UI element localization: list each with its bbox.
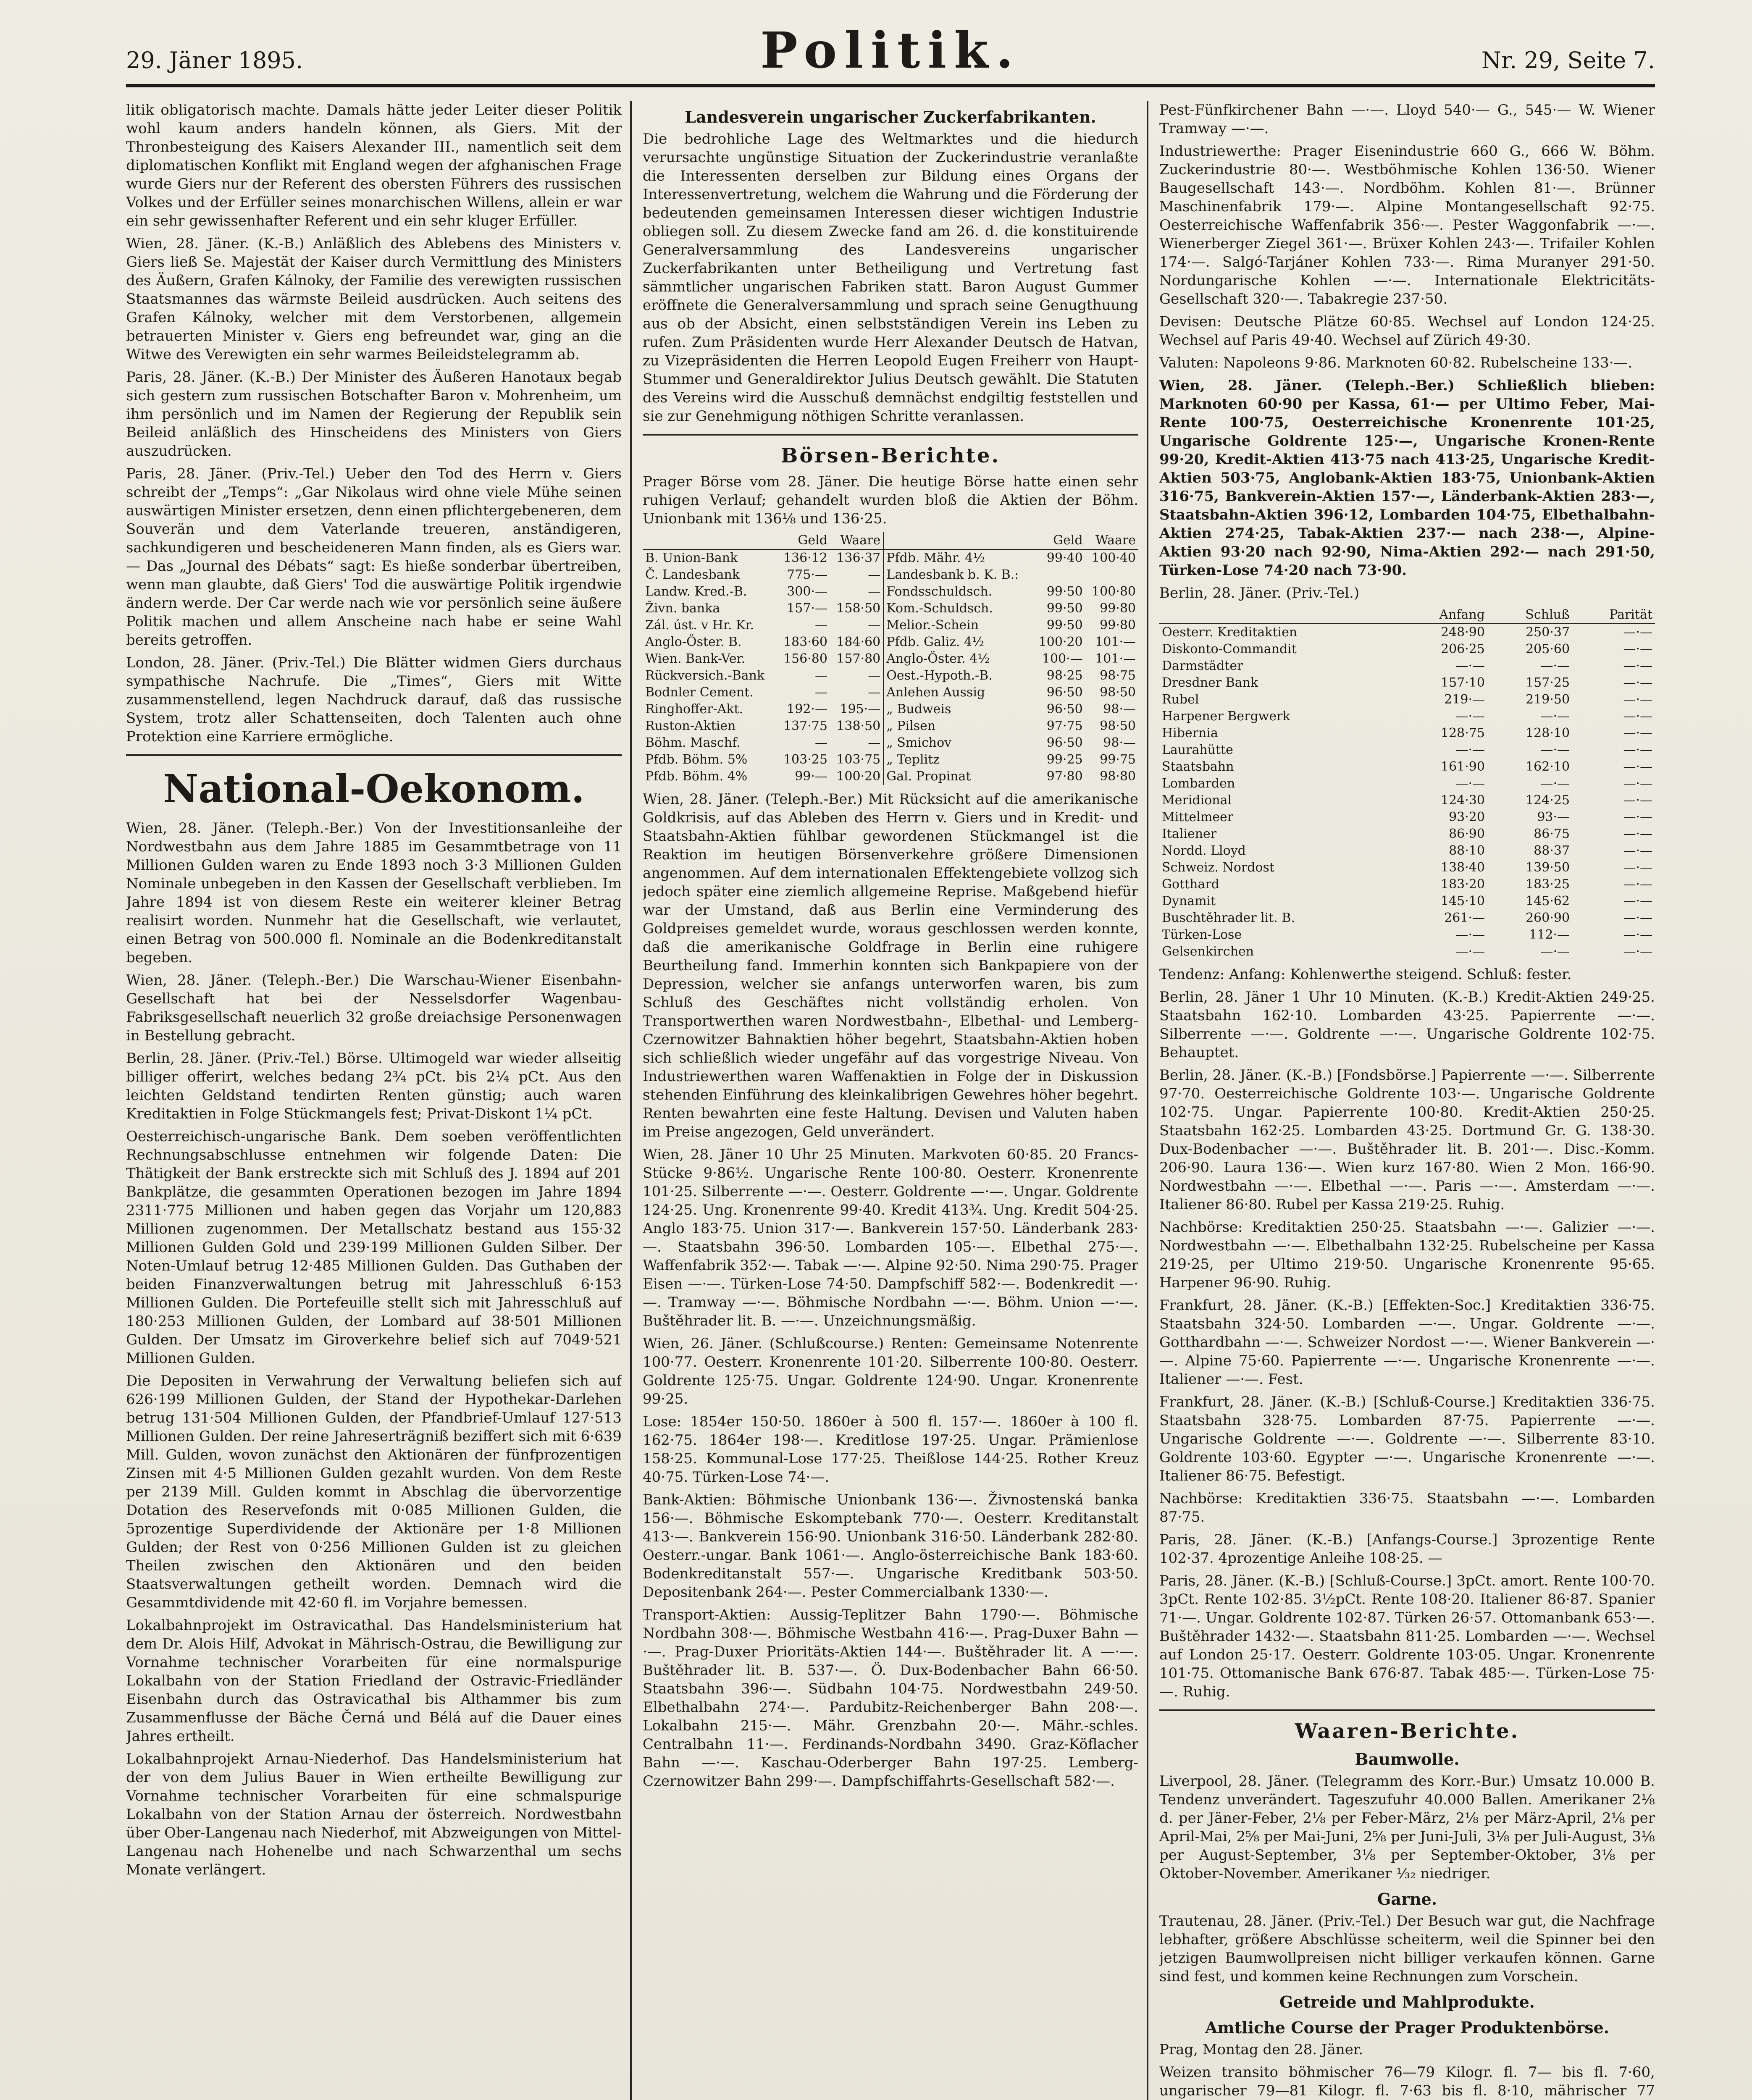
table-cell: Pfdb. Böhm. 4% — [645, 769, 748, 784]
table-row — [1159, 641, 1655, 658]
table-cell: 99·50 — [1046, 601, 1083, 616]
section-title-boersen-berichte: Börsen-Berichte. — [780, 444, 1001, 467]
article-paragraph: Wien, 28. Jäner. (Teleph.-Ber.) Von der Investitionsanleihe der Nordwestbahn aus dem Jahre 1885 im Gesammtbetrage von 11 Millionen Gulden waren zu Ende 1893 noch 3·3 Millionen Gulden Nominale unbegeben in den Kassen der Gesellschaft verblieben. Im Jahre 1894 ist von diesem Reste ein weiterer kleiner Betrag realisirt worden. Nunmehr hat die Gesellschaft, wie verlautet, einen Betrag von 500.000 fl. Nominale an die Bodenkreditanstalt begeben. — [126, 820, 622, 966]
table-cell: Laurahütte — [1162, 743, 1233, 757]
table-cell: 183·20 — [1441, 877, 1485, 892]
section-title-waaren-berichte: Waaren-Berichte. — [1295, 1719, 1520, 1743]
table-cell: —·— — [1623, 810, 1652, 824]
table-cell: —·— — [1623, 843, 1652, 858]
table-cell: 248·90 — [1441, 625, 1485, 640]
table-cell: 98·25 — [1046, 668, 1083, 683]
page-header — [126, 21, 1655, 87]
table-row — [1159, 927, 1655, 943]
table-cell: Pfdb. Böhm. 5% — [645, 752, 748, 767]
table-cell: 157·10 — [1441, 675, 1485, 690]
table-cell: 145·62 — [1526, 894, 1570, 908]
table-row — [1159, 910, 1655, 927]
column-right — [1159, 101, 1655, 2100]
column-divider — [1147, 101, 1148, 2100]
table-row — [643, 735, 1138, 751]
table-cell: 99·75 — [1100, 752, 1136, 767]
table-cell: 261·— — [1444, 911, 1485, 925]
table-cell: — — [814, 618, 827, 633]
table-cell: 100·80 — [1092, 584, 1136, 599]
table-cell: Ringhoffer-Akt. — [645, 702, 743, 717]
table-cell: —·— — [1455, 659, 1485, 673]
table-cell: — — [868, 567, 881, 582]
table-cell: 98·50 — [1100, 719, 1136, 733]
article-paragraph: Wien, 28. Jäner 10 Uhr 25 Minuten. Markvoten 60·85. 20 Francs-Stücke 9·86½. Ungarische Rente 100·80. Oesterr. Kronenrente 101·25. Silberrente —·—. Oesterr. Goldrente —·—. Ungar. Goldrente 124·25. Ung. Kronenrente 99·40. Kredit 413¾. Ung. Kredit 504·25. Anglo 183·75. Union 317·—. Bankverein 157·50. Länderbank 283·—. Staatsbahn 396·50. Lombarden 105·—. Elbethal 275·—. Waffenfabrik 352·—. Tabak —·—. Alpine 92·50. Nima 290·75. Prager Eisen —·—. Türken-Lose 74·50. Dampfschiff 582·—. Bodenkredit —·—. Tramway —·—. Böhmische Nordbahn —·—. Böhm. Union —·—. Buštěhrader lit. B. —·—. Unzeichnungsmäßig. — [643, 1146, 1138, 1329]
column-header — [643, 532, 777, 549]
article-paragraph: Berlin, 28. Jäner 1 Uhr 10 Minuten. (K.-B.) Kredit-Aktien 249·25. Staatsbahn 162·10. Lombarden 43·25. Papierrente —·—. Silberrente —·—. Goldrente —·—. Ungarische Goldrente 102·75. Behauptet. — [1159, 989, 1655, 1061]
table-cell: —·— — [1623, 692, 1652, 707]
table-cell: Böhm. Maschf. — [645, 735, 741, 750]
table-row — [1159, 708, 1655, 725]
table-cell: Italiener — [1162, 827, 1217, 841]
table-cell: —·— — [1455, 927, 1485, 942]
table-row — [643, 718, 1138, 735]
article-paragraph: Paris, 28. Jäner. (K.-B.) Der Minister des Äußeren Hanotaux begab sich gestern zum russischen Botschafter Baron v. Mohrenheim, um ihm persönlich und im Namen der Regierung der Republik sein Beileid anläßlich des Hinscheidens des Ministers von Giers auszudrücken. — [126, 369, 622, 459]
article-paragraph: Devisen: Deutsche Plätze 60·85. Wechsel auf London 124·25. Wechsel auf Paris 49·40. Wechsel auf Zürich 49·30. — [1159, 313, 1655, 349]
table-cell: Schweiz. Nordost — [1162, 860, 1274, 875]
table-cell: Mittelmeer — [1162, 810, 1234, 824]
article-paragraph: Die bedrohliche Lage des Weltmarktes und die hiedurch verursachte ungünstige Situation der Zuckerindustrie veranlaßte die Interessenten derselben zur Bildung eines Organs der Interessenvertretung, welchem die Wahrung und die Förderung der bedeutenden gemeinsamen Interessen dieser wichtigen Industrie obliegen soll. Zu diesem Zwecke fand am 26. d. die konstituirende Generalversammlung des Landesvereins ungarischer Zuckerfabrikanten unter Betheiligung und Vertretung fast sämmtlicher ungarischen Fabriken statt. Baron August Gummer eröffnete die Generalversammlung und sprach seine Genugthuung aus ob der Absicht, einen selbstständigen Verein ins Leben zu rufen. Zum Präsidenten wurde Herr Alexander Deutsch de Hatvan, zu Vizepräsidenten die Herren Leopold Eugen Freiherr von Haupt-Stummer und Generaldirektor Julius Deutsch gewählt. Die Statuten des Vereins wird die Ausschuß demnächst endgiltig feststellen und sie zur Genehmigung nöthigen Schritte veranlassen. — [643, 131, 1138, 425]
table-cell: —·— — [1623, 827, 1652, 841]
table-cell: 99·— — [795, 769, 827, 784]
table-cell: 112·— — [1529, 927, 1570, 942]
table-cell: —·— — [1623, 659, 1652, 673]
table-cell: 205·60 — [1526, 642, 1570, 656]
table-cell: 96·50 — [1046, 735, 1083, 750]
table-cell: Diskonto-Commandit — [1162, 642, 1297, 656]
article-heading: Landesverein ungarischer Zuckerfabrikanten. — [685, 108, 1096, 126]
table-cell: 219·50 — [1526, 692, 1570, 707]
table-cell: 98·— — [1103, 702, 1136, 717]
table-cell: 97·75 — [1046, 719, 1083, 733]
table-cell: — — [868, 584, 881, 599]
article-paragraph: Paris, 28. Jäner. (K.-B.) [Anfangs-Course.] 3prozentige Rente 102·37. 4prozentige Anleihe 108·25. — — [1159, 1531, 1655, 1567]
table-cell: Lombarden — [1162, 776, 1235, 791]
table-cell: 184·60 — [836, 635, 881, 649]
table-row — [643, 751, 1138, 768]
subsection-title-garne: Garne. — [1377, 1890, 1437, 1908]
table-cell: 99·80 — [1100, 618, 1136, 633]
table-cell: Anglo-Öster. B. — [645, 635, 742, 649]
table-cell: 137·75 — [783, 719, 827, 733]
column-middle — [643, 101, 1138, 2100]
table-row — [643, 651, 1138, 667]
table-row — [1159, 759, 1655, 775]
article-paragraph: Industriewerthe: Prager Eisenindustrie 660 G., 666 W. Böhm. Zuckerindustrie 80·—. Westböhmische Kohlen 136·50. Wiener Baugesellschaft 143·—. Nordböhm. Kohlen 81·—. Brünner Maschinenfabrik 179·—. Alpine Montangesellschaft 92·75. Oesterreichische Waffenfabrik 356·—. Pester Waggonfabrik —·—. Wienerberger Ziegel 361·—. Brüxer Kohlen 243·—. Trifailer Kohlen 174·—. Salgó-Tarjáner Kohlen 733·—. Rima Muranyer 291·50. Nordungarische Kohlen —·—. Internationale Elektricitäts-Gesellschaft 320·—. Tabakregie 237·50. — [1159, 143, 1655, 307]
table-cell: Dresdner Bank — [1162, 675, 1258, 690]
table-cell: 98·80 — [1100, 769, 1136, 784]
table-cell: — — [814, 668, 827, 683]
table-row — [1159, 775, 1655, 792]
table-cell: —·— — [1540, 709, 1570, 724]
table-cell: Anglo-Öster. 4½ — [883, 651, 1032, 667]
table-cell: 101·— — [1095, 635, 1136, 649]
table-cell: 157·25 — [1526, 675, 1570, 690]
article-paragraph: Prager Börse vom 28. Jäner. Die heutige Börse hatte einen sehr ruhigen Verlauf; gehandelt wurden bloß die Aktien der Böhm. Unionbank mit 136⅛ und 136·25. — [643, 473, 1138, 527]
table-cell: —·— — [1540, 743, 1570, 757]
table-cell: Darmstädter — [1162, 659, 1243, 673]
table-cell: —·— — [1623, 911, 1652, 925]
table-cell: —·— — [1540, 944, 1570, 959]
table-row — [1159, 859, 1655, 876]
table-cell: 100·20 — [836, 769, 881, 784]
table-cell: Č. Landesbank — [645, 567, 740, 582]
table-cell: 300·— — [787, 584, 827, 599]
article-paragraph: Wien, 28. Jäner. (Teleph.-Ber.) Mit Rücksicht auf die amerikanische Goldkrisis, auf das Ableben des Herrn v. Giers und in Kredit- und Staatsbahn-Aktien fühlbar gewordenen Stückmangel ist die Reaktion im heutigen Börsenverkehre größere Dimensionen angenommen. Auf dem internationalen Effektengebiete vollzog sich jedoch später eine ziemlich allgemeine Reprise. Maßgebend hiefür war der Umstand, daß aus Berlin eine Verminderung des Goldpreises gemeldet wurde, woraus geschlossen werden konnte, daß die amerikanische Goldfrage in Berlin eine ruhigere Beurtheilung fand. Immerhin konnten sich Bankpapiere von der Depression, welcher sie anfangs unterworfen waren, bis zum Schluß des Geschäftes nicht vollständig erholen. Von Transportwerthen waren Nordwestbahn-, Elbethal- und Lemberg-Czernowitzer Bahnaktien höher begehrt, Staatsbahn-Aktien hoben sich schließlich wieder ungefähr auf das vorgestrige Niveau. Von Industriewerthen waren Waffenaktien in Folge der in Diskussion stehenden Einführung des kleinkalibrigen Gewehres höher begehrt. Renten bewahrten eine feste Haltung. Devisen und Valuten haben im Preise angezogen, Geld unverändert. — [643, 791, 1138, 1140]
table-cell: Wien. Bank-Ver. — [645, 651, 746, 666]
table-cell: 99·80 — [1100, 601, 1136, 616]
table-row — [643, 701, 1138, 718]
article-paragraph: Wien, 26. Jäner. (Schlußcourse.) Renten: Gemeinsame Notenrente 100·77. Oesterr. Kronenrente 101·20. Silberrente 100·80. Oesterr. Goldrente 125·75. Ungar. Goldrente 124·90. Ungar. Kronenrente 99·25. — [643, 1335, 1138, 1407]
column-header: Schluß — [1487, 606, 1572, 624]
table-row — [1159, 675, 1655, 691]
table-cell: 128·10 — [1526, 726, 1570, 740]
table-cell: Gotthard — [1162, 877, 1219, 892]
table-row — [643, 600, 1138, 617]
article-paragraph: Lokalbahnprojekt im Ostravicathal. Das Handelsministerium hat dem Dr. Alois Hilf, Advokat in Mährisch-Ostrau, die Bewilligung zur Vornahme technischer Vorarbeiten für eine normalspurige Lokalbahn von der Station Friedland der Ostravic-Friedländer Eisenbahn durch das Ostravicathal bis Althammer bis zum Zusammenflusse der Bäche Černá und Bélá auf die Dauer eines Jahres ertheilt. — [126, 1617, 622, 1745]
table-cell: 124·30 — [1441, 793, 1485, 808]
table-cell: 183·25 — [1526, 877, 1570, 892]
table-row — [1159, 624, 1655, 641]
article-paragraph: Frankfurt, 28. Jäner. (K.-B.) [Effekten-Soc.] Kreditaktien 336·75. Staatsbahn 324·50. Lombarden —·—. Ungar. Goldrente —·—. Gotthardbahn —·—. Schweizer Nordost —·—. Wiener Bankverein —·—. Alpine 75·60. Papierrente —·—. Ungarische Kronenrente —·—. Italiener —·—. Fest. — [1159, 1297, 1655, 1388]
table-cell: Staatsbahn — [1162, 759, 1234, 774]
table-cell: —·— — [1623, 776, 1652, 791]
table-cell: „ Budweis — [883, 701, 1032, 718]
article-paragraph: Tendenz: Anfang: Kohlenwerthe steigend. Schluß: fester. — [1159, 966, 1572, 983]
table-cell: Bodnler Cement. — [645, 685, 754, 700]
article-paragraph: Valuten: Napoleons 9·86. Marknoten 60·82. Rubelscheine 133·—. — [1159, 354, 1633, 371]
table-row — [643, 567, 1138, 583]
article-paragraph: Bank-Aktien: Böhmische Unionbank 136·—. Živnostenská banka 156·—. Böhmische Eskomptebank 770·—. Oesterr. Kreditanstalt 413·—. Bankverein 156·90. Unionbank 316·50. Länderbank 282·80. Oesterr.-ungar. Bank 1061·—. Anglo-österreichische Bank 183·60. Bodenkreditanstalt 557·—. Ungarische Kreditbank 503·50. Depositenbank 264·—. Pester Commercialbank 1330·—. — [643, 1491, 1138, 1601]
table-cell — [1032, 567, 1085, 583]
table-cell: 96·50 — [1046, 702, 1083, 717]
table-cell: Živn. banka — [645, 601, 720, 616]
section-title-national-oekonom: National-Oekonom. — [163, 766, 585, 811]
table-row — [1159, 843, 1655, 859]
table-header-row — [1159, 606, 1655, 624]
table-cell: Buschtěhrader lit. B. — [1162, 911, 1295, 925]
table-cell: B. Union-Bank — [645, 551, 738, 565]
table-cell: Anlehen Aussig — [883, 684, 1032, 701]
table-cell: — — [814, 735, 827, 750]
table-cell: —·— — [1623, 894, 1652, 908]
table-cell: Landesbank b. K. B.: — [883, 567, 1032, 583]
table-cell: Harpener Bergwerk — [1162, 709, 1290, 724]
column-header: Parität — [1572, 606, 1655, 624]
table-cell: 138·50 — [836, 719, 881, 733]
table-row — [643, 549, 1138, 567]
section-divider — [126, 754, 622, 756]
article-paragraph: Oesterreichisch-ungarische Bank. Dem soeben veröffentlichten Rechnungsabschlusse entnehmen wir folgende Daten: Die Thätigkeit der Bank erstreckte sich mit Schluß des J. 1894 auf 201 Bankplätze, die gesammten Operationen bezogen im Jahre 1894 2311·775 Millionen und haben gegen das Vorjahr um 120,883 Millionen zugenommen. Der Metallschatz bestand aus 155·32 Millionen Gulden Gold und 239·199 Millionen Gulden Silber. Der Noten-Umlauf betrug 12·485 Millionen Gulden. Das Guthaben der beiden Finanzverwaltungen betrug mit Jahresschluß 6·153 Millionen Gulden. Die Portefeuille stellt sich mit Jahresschluß auf 180·253 Millionen Gulden, der Lombard auf 38·501 Millionen Gulden. Der Umsatz im Giroverkehre belief sich auf 7049·521 Millionen Gulden. — [126, 1128, 622, 1367]
table-row — [643, 583, 1138, 600]
subsection-subtitle: Amtliche Course der Prager Produktenbörse. — [1205, 2018, 1610, 2037]
table-cell: —·— — [1623, 625, 1652, 640]
table-cell: —·— — [1455, 944, 1485, 959]
table-cell: Dynamit — [1162, 894, 1216, 908]
section-divider — [643, 434, 1138, 436]
table-cell: 101·— — [1095, 651, 1136, 666]
table-cell: Melior.-Schein — [883, 617, 1032, 634]
table-row — [1159, 893, 1655, 910]
table-cell: „ Teplitz — [883, 751, 1032, 768]
prager-boerse-table — [643, 532, 1138, 785]
table-cell: 192·— — [787, 702, 827, 717]
issue-date: 29. Jäner 1895. — [126, 47, 303, 74]
table-row — [1159, 809, 1655, 826]
table-cell: — — [868, 618, 881, 633]
table-cell: 775·— — [787, 567, 827, 582]
table-cell: 124·25 — [1526, 793, 1570, 808]
table-cell: 136·37 — [836, 551, 881, 565]
table-cell: Gal. Propinat — [883, 768, 1032, 785]
table-cell: 195·— — [840, 702, 881, 717]
table-cell: 100·40 — [1092, 551, 1136, 565]
article-paragraph: Berlin, 28. Jäner. (Priv.-Tel.) Börse. Ultimogeld war wieder allseitig billiger offerirt, welches bedang 2¾ pCt. bis 2¼ pCt. Aus den leichten Geldstand tendirten Renten günstig; auch waren Kreditaktien in Folge Stückmangels fest; Privat-Diskont 1¼ pCt. — [126, 1050, 622, 1122]
article-paragraph: Nachbörse: Kreditaktien 336·75. Staatsbahn —·—. Lombarden 87·75. — [1159, 1490, 1655, 1525]
table-cell: 99·50 — [1046, 584, 1083, 599]
table-row — [1159, 943, 1655, 960]
table-cell: —·— — [1540, 776, 1570, 791]
table-cell: 156·80 — [783, 651, 827, 666]
table-cell: —·— — [1455, 743, 1485, 757]
table-cell: 157·80 — [836, 651, 881, 666]
column-header: Geld — [777, 532, 830, 549]
table-cell: — — [868, 685, 881, 700]
table-cell: 88·10 — [1449, 843, 1485, 858]
table-cell: —·— — [1623, 743, 1652, 757]
column-header — [1159, 606, 1400, 624]
article-paragraph: Liverpool, 28. Jäner. (Telegramm des Korr.-Bur.) Umsatz 10.000 B. Tendenz unverändert. Tageszufuhr 40.000 Ballen. Amerikaner 2⅛ d. per Jäner-Feber, 2⅛ per Feber-März, 2⅛ per März-April, 2⅛ per April-Mai, 2⅝ per Mai-Juni, 2⅝ per Juni-Juli, 3⅛ per Juli-August, 3⅛ per August-September, 3⅛ per September-Oktober, 3⅛ per Oktober-November. Amerikaner ⅟₃₂ niedriger. — [1159, 1773, 1655, 1882]
table-cell: 86·75 — [1534, 827, 1570, 841]
table-row — [1159, 792, 1655, 809]
article-paragraph: Die Depositen in Verwahrung der Verwaltung beliefen sich auf 626·199 Millionen Gulden, der Stand der Hypothekar-Darlehen betrug 131·504 Millionen Gulden, der Pfandbrief-Umlauf 127·513 Millionen Gulden. Der reine Jahreserträgniß beziffert sich mit 6·639 Mill. Gulden, wovon zunächst den Aktionären der fünfprozentigen Zinsen mit 4·5 Millionen Gulden gezahlt wurden. Von dem Reste per 2139 Mill. Gulden kommt in Abschlag die übervorzentige Dotation des Reservefonds mit 0·085 Millionen Gulden, die 5prozentige Superdividende der Aktionäre per 1·8 Millionen Gulden; der Rest von 0·256 Millionen Gulden ist zu gleichen Theilen zwischen den Aktionären und den beiden Staatsverwaltungen getheilt worden. Demnach wird die Gesammtdividende mit 42·60 fl. im Vorjahre bemessen. — [126, 1373, 622, 1611]
table-cell: — — [868, 735, 881, 750]
table-cell: „ Smichov — [883, 735, 1032, 751]
article-paragraph: Wien, 28. Jäner. (K.-B.) Anläßlich des Ablebens des Ministers v. Giers ließ Se. Majestät der Kaiser durch Vermittlung des Ministers des Äußern, Grafen Kálnoky, der Familie des verewigten russischen Staatsmannes das wärmste Beileid ausdrücken. Auch seitens des Grafen Kálnoky, welcher mit dem Verstorbenen, allgemein betrauerten Minister v. Giers eng befreundet war, ging an die Witwe des Verewigten ein sehr warmes Beileidstelegramm ab. — [126, 235, 622, 363]
table-cell: Hibernia — [1162, 726, 1218, 740]
table-cell: 103·25 — [783, 752, 827, 767]
article-paragraph: Lokalbahnprojekt Arnau-Niederhof. Das Handelsministerium hat der von dem Julius Bauer in Wien ertheilte Bewilligung zur Vornahme technischer Vorarbeiten für eine schmalspurige Lokalbahn von der Station Arnau der österreich. Nordwestbahn über Ober-Langenau nach Niederhof, mit Abzweigungen von Mittel-Langenau nach Hohenelbe und nach Schwarzenthal um sechs Monate verlängert. — [126, 1751, 622, 1878]
table-cell: 250·37 — [1526, 625, 1570, 640]
table-cell: 97·80 — [1046, 769, 1083, 784]
table-cell: Türken-Lose — [1162, 927, 1242, 942]
article-paragraph: litik obligatorisch machte. Damals hätte jeder Leiter dieser Politik wohl kaum anders handeln können, als Giers. Mit der Thronbesteigung des Kaisers Alexander III., namentlich seit dem diplomatischen Konflikt mit England wegen der afghanischen Frage wurde Giers nur der Referent des obersten Führers des russischen Volkes und der Erfüller seines monarchischen Willens, allein er war ein sehr gewissenhafter Referent und ein sehr kluger Erfüller. — [126, 102, 622, 229]
table-cell: 139·50 — [1526, 860, 1570, 875]
table-cell: 145·10 — [1441, 894, 1485, 908]
article-paragraph: Prag, Montag den 28. Jäner. — [1159, 2041, 1363, 2058]
table-row — [1159, 691, 1655, 708]
table-cell: 157·— — [787, 601, 827, 616]
table-cell: Zál. úst. v Hr. Kr. — [645, 618, 754, 633]
table-cell: Rückversich.-Bank — [645, 668, 765, 683]
article-paragraph: London, 28. Jäner. (Priv.-Tel.) Die Blätter widmen Giers durchaus sympathische Nachrufe. Die „Times“, Giers mit Witte zusammenstellend, legen Nachdruck darauf, daß das russische System, trotz aller Schattenseiten, doch Talenten auch ohne Protektion eine Karriere ermögliche. — [126, 654, 622, 745]
article-paragraph: Wien, 28. Jäner. (Teleph.-Ber.) Schließlich blieben: Marknoten 60·90 per Kassa, 61·— per Ultimo Feber, Mai-Rente 100·75, Oesterreichische Kronenrente 101·25, Ungarische Goldrente 125·—, Ungarische Kronen-Rente 99·20, Kredit-Aktien 413·75 nach 413·25, Ungarische Kredit-Aktien 503·75, Anglobank-Aktien 183·75, Unionbank-Aktien 316·75, Bankverein-Aktien 157·—, Länderbank-Aktien 283·—, Staatsbahn-Aktien 396·12, Lombarden 104·75, Elbethalbahn-Aktien 274·25, Tabak-Aktien 237·— nach 238·—, Alpine-Aktien 93·20 nach 92·90, Nima-Aktien 292·— nach 291·50, Türken-Lose 74·20 nach 73·90. — [1159, 377, 1655, 579]
table-cell: „ Pilsen — [883, 718, 1032, 735]
table-row — [1159, 876, 1655, 893]
column-header — [883, 532, 1032, 549]
table-cell: 93·20 — [1449, 810, 1485, 824]
table-cell: — — [868, 668, 881, 683]
table-cell: 100·20 — [1038, 635, 1083, 649]
table-cell: —·— — [1623, 793, 1652, 808]
table-cell: Meridional — [1162, 793, 1232, 808]
column-header: Geld — [1032, 532, 1085, 549]
section-divider — [1159, 1709, 1655, 1711]
table-cell: 98·75 — [1100, 668, 1136, 683]
article-paragraph: Berlin, 28. Jäner. (Priv.-Tel.) — [1159, 585, 1360, 601]
table-cell: —·— — [1455, 776, 1485, 791]
table-row — [1159, 725, 1655, 742]
table-cell: 260·90 — [1526, 911, 1570, 925]
column-header: Waare — [830, 532, 883, 549]
table-cell: 99·50 — [1046, 618, 1083, 633]
table-row — [1159, 826, 1655, 843]
article-paragraph: Pest-Fünfkirchener Bahn —·—. Lloyd 540·— G., 545·— W. Wiener Tramway —·—. — [1159, 102, 1655, 137]
table-row — [643, 768, 1138, 785]
article-paragraph: Paris, 28. Jäner. (Priv.-Tel.) Ueber den Tod des Herrn v. Giers schreibt der „Temps“: „Gar Nikolaus wird ohne viele Mühe seinen auswärtigen Minister ersetzen, denn einen pflichtergebeneren, dem Souverän und dem Vaterlande treueren, anständigeren, sachkundigeren und bescheideneren Mann finden, als es Giers war. — Das „Journal des Débats“ sagt: Es hieße sonderbar übertreiben, wenn man glaubte, daß Giers' Tod die auswärtige Politik irgendwie ändern werde. Der Car werde nach wie vor persönlich seine äußere Politik machen und allem Anscheine nach habe er seine Wahl bereits getroffen. — [126, 465, 622, 648]
table-cell: 128·75 — [1441, 726, 1485, 740]
article-paragraph: Wien, 28. Jäner. (Teleph.-Ber.) Die Warschau-Wiener Eisenbahn-Gesellschaft hat bei der Nesselsdorfer Wagenbau-Fabriksgesellschaft neuerlich 32 große dreiachsige Personenwagen in Bestellung gebracht. — [126, 972, 622, 1044]
table-cell: 219·— — [1444, 692, 1485, 707]
berlin-boerse-table — [1159, 606, 1655, 960]
article-paragraph: Nachbörse: Kreditaktien 250·25. Staatsbahn —·—. Galizier —·—. Nordwestbahn —·—. Elbethalbahn 132·25. Rubelscheine per Kassa 219·25, per Ultimo 219·50. Ungarische Kronenrente 95·65. Harpener 96·90. Ruhig. — [1159, 1219, 1655, 1291]
table-cell: Landw. Kred.-B. — [645, 584, 747, 599]
issue-page-number: Nr. 29, Seite 7. — [1481, 47, 1655, 74]
table-cell: 86·90 — [1449, 827, 1485, 841]
table-cell: 88·37 — [1534, 843, 1570, 858]
table-cell: Gelsenkirchen — [1162, 944, 1254, 959]
column-left — [126, 101, 622, 2100]
article-paragraph: Frankfurt, 28. Jäner. (K.-B.) [Schluß-Course.] Kreditaktien 336·75. Staatsbahn 328·75. Lombarden 87·75. Papierrente —·—. Ungarische Goldrente —·—. Goldrente —·—. Silberrente 83·10. Goldrente 103·60. Egypter —·—. Ungarische Kronenrente —·—. Italiener 86·75. Befestigt. — [1159, 1394, 1655, 1484]
table-cell: Nordd. Lloyd — [1162, 843, 1246, 858]
table-row — [1159, 658, 1655, 675]
table-cell: —·— — [1455, 709, 1485, 724]
table-cell: 99·25 — [1046, 752, 1083, 767]
table-cell: 98·50 — [1100, 685, 1136, 700]
table-row — [643, 667, 1138, 684]
article-paragraph: Transport-Aktien: Aussig-Teplitzer Bahn 1790·—. Böhmische Nordbahn 308·—. Böhmische Westbahn 416·—. Prag-Duxer Bahn —·—. Prag-Duxer Prioritäts-Aktien 144·—. Buštěhrader lit. A —·—. Buštěhrader lit. B. 537·—. Ö. Dux-Bodenbacher Bahn 66·50. Staatsbahn 396·—. Südbahn 104·75. Nordwestbahn 249·50. Elbethalbahn 274·—. Pardubitz-Reichenberger Bahn 208·—. Lokalbahn 215·—. Mähr. Grenzbahn 20·—. Mähr.-schles. Centralbahn 11·—. Ferdinands-Nordbahn 3490. Graz-Köflacher Bahn —·—. Kaschau-Oderberger Bahn 197·25. Lemberg-Czernowitzer Bahn 299·—. Dampfschiffahrts-Gesellschaft 582·—. — [643, 1606, 1138, 1790]
table-row — [643, 684, 1138, 701]
table-row — [643, 617, 1138, 634]
table-cell: 183·60 — [783, 635, 827, 649]
table-header-row — [643, 532, 1138, 549]
table-row — [1159, 742, 1655, 759]
table-cell: Kom.-Schuldsch. — [883, 600, 1032, 617]
table-cell: 138·40 — [1441, 860, 1485, 875]
article-paragraph: Paris, 28. Jäner. (K.-B.) [Schluß-Course.] 3pCt. amort. Rente 100·70. 3pCt. Rente 102·85. 3½pCt. Rente 108·20. Italiener 86·87. Spanier 71·—. Ungar. Goldrente 102·87. Türken 26·57. Ottomanbank 653·—. Buštěhrader 1432·—. Staatsbahn 811·25. Lombarden —·—. Wechsel auf London 25·17. Oesterr. Goldrente 103·05. Ungar. Kronenrente 101·75. Ottomanische Bank 676·87. Tabak 485·—. Türken-Lose 75·—. Ruhig. — [1159, 1572, 1655, 1700]
table-cell: 93·— — [1537, 810, 1570, 824]
table-cell: —·— — [1623, 709, 1652, 724]
table-cell: —·— — [1623, 927, 1652, 942]
table-cell: —·— — [1623, 944, 1652, 959]
table-cell: Ruston-Aktien — [645, 719, 736, 733]
table-cell: 161·90 — [1441, 759, 1485, 774]
table-cell: —·— — [1623, 860, 1652, 875]
article-paragraph: Trautenau, 28. Jäner. (Priv.-Tel.) Der Besuch war gut, die Nachfrage lebhafter, größere Abschlüsse scheiterm, weil die Spinner bei den jetzigen Baumwollpreisen nicht billiger verkaufen können. Garne sind fest, und kommen keine Rechnungen zum Vorschein. — [1159, 1913, 1655, 1985]
subsection-title-baumwolle: Baumwolle. — [1355, 1750, 1460, 1769]
table-cell: Pfdb. Mähr. 4½ — [883, 549, 1032, 567]
table-cell: 158·50 — [836, 601, 881, 616]
table-cell: —·— — [1623, 675, 1652, 690]
table-cell: —·— — [1623, 642, 1652, 656]
table-cell: 136·12 — [783, 551, 827, 565]
table-cell: 206·25 — [1441, 642, 1485, 656]
table-cell: — — [814, 685, 827, 700]
table-cell: —·— — [1623, 726, 1652, 740]
article-paragraph: Lose: 1854er 150·50. 1860er à 500 fl. 157·—. 1860er à 100 fl. 162·75. 1864er 198·—. Kreditlose 197·25. Ungar. Prämienlose 158·25. Kommunal-Lose 177·25. Theißlose 144·25. Rother Kreuz 40·75. Türken-Lose 74·—. — [643, 1413, 1138, 1486]
table-cell: Oest.-Hypoth.-B. — [883, 667, 1032, 684]
table-cell: Rubel — [1162, 692, 1199, 707]
table-cell — [1085, 567, 1138, 583]
table-cell: Pfdb. Galiz. 4½ — [883, 634, 1032, 651]
table-row — [643, 634, 1138, 651]
subsection-title-getreide: Getreide und Mahlprodukte. — [1279, 1992, 1535, 2011]
section-masthead: Politik. — [760, 21, 1021, 79]
table-cell: Fondsschuldsch. — [883, 583, 1032, 600]
table-cell: 96·50 — [1046, 685, 1083, 700]
article-paragraph: Berlin, 28. Jäner. (K.-B.) [Fondsbörse.] Papierrente —·—. Silberrente 97·70. Oesterreichische Goldrente 103·—. Ungarische Goldrente 102·75. Ungar. Papierrente 100·80. Kredit-Aktien 250·25. Staatsbahn 162·25. Lombarden 43·25. Dortmund Gr. G. 138·30. Dux-Bodenbacher —·—. Buštěhrader lit. B. 201·—. Disc.-Komm. 206·90. Laura 136·—. Wien kurz 167·80. Wien 2 Mon. 166·90. Nordwestbahn —·—. Elbethal —·—. Paris —·—. Amsterdam —·—. Italiener 86·80. Rubel per Kassa 219·25. Ruhig. — [1159, 1067, 1655, 1213]
table-cell: 103·75 — [836, 752, 881, 767]
table-cell: —·— — [1623, 877, 1652, 892]
table-cell: 162·10 — [1526, 759, 1570, 774]
column-header: Waare — [1085, 532, 1138, 549]
column-divider — [630, 101, 632, 2100]
table-cell: 99·40 — [1046, 551, 1083, 565]
table-cell: Oesterr. Kreditaktien — [1162, 625, 1298, 640]
table-cell: 100·— — [1042, 651, 1083, 666]
article-paragraph: Weizen transito böhmischer 76—79 Kilogr. fl. 7— bis fl. 7·60, ungarischer 79—81 Kilogr. fl. 7·63 bis fl. 8·10, mährischer 77 — [1159, 2064, 1655, 2099]
column-header: Anfang — [1400, 606, 1487, 624]
table-cell: —·— — [1540, 659, 1570, 673]
table-cell: 98·— — [1103, 735, 1136, 750]
table-cell: —·— — [1623, 759, 1652, 774]
